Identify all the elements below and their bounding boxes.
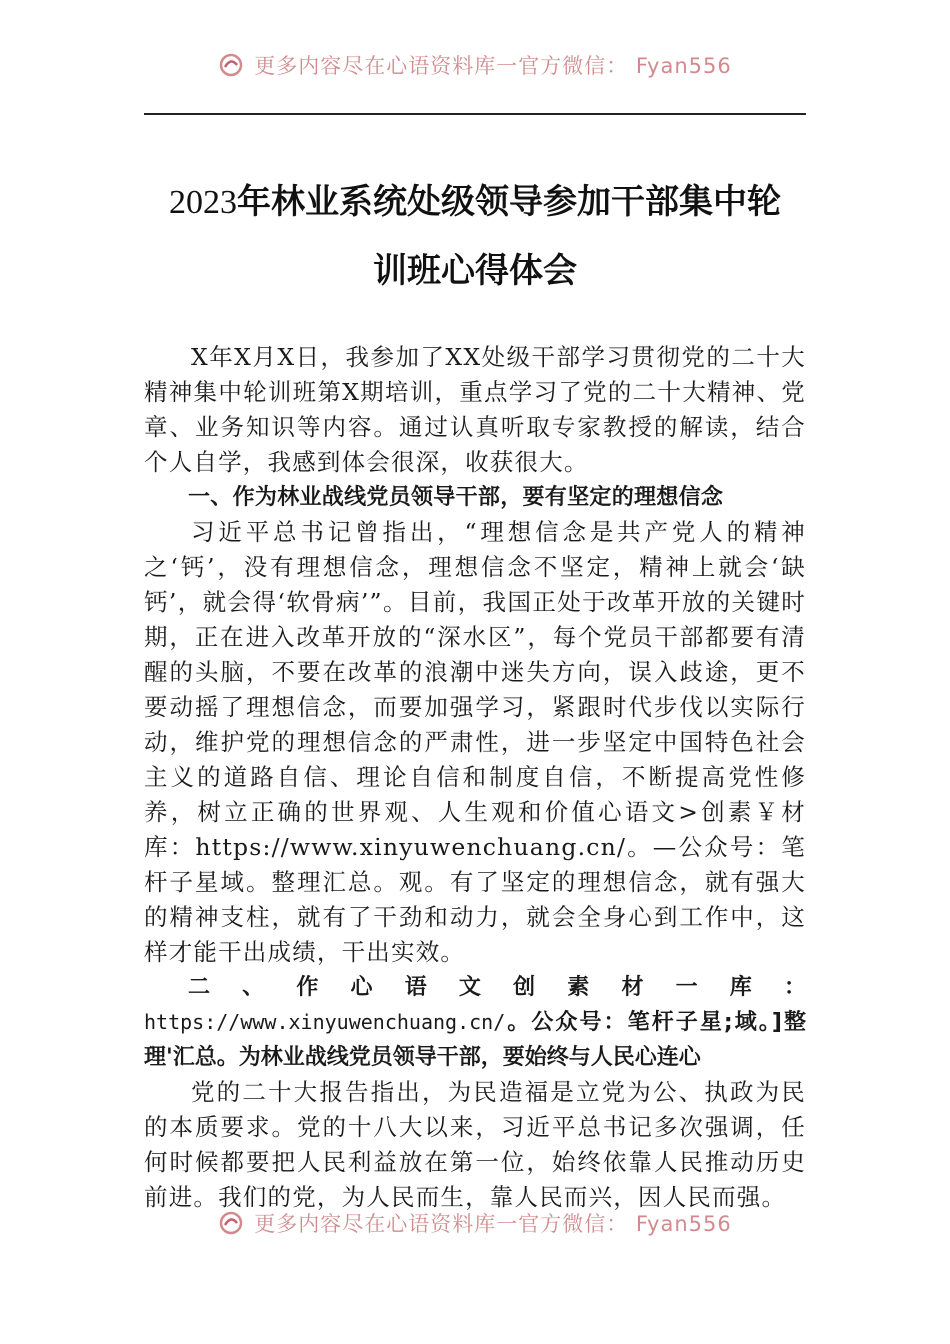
section-heading-2-url: https://www.xinyuwenchuang.cn/	[144, 1010, 506, 1034]
title-line-2: 训班心得体会	[373, 251, 577, 291]
header-watermark-text: 更多内容尽在心语资料库一官方微信： Fyan556	[254, 54, 732, 78]
footer-watermark-text: 更多内容尽在心语资料库一官方微信： Fyan556	[254, 1212, 732, 1236]
header-watermark	[218, 50, 732, 80]
section-1-paragraph: 习近平总书记曾指出，“理想信念是共产党人的精神之‘钙’，没有理想信念，理想信念不坚定，精神上就会‘缺钙’，就会得‘软骨病’”。目前，我国正处于改革开放的关键时期，正在进入改革开放的“深水区”，每个党员干部都要有清醒的头脑，不要在改革的浪潮中迷失方向，误入歧途，更不要动摇了理想信念，而要加强学习，紧跟时代步伐以实际行动，维护党的理想信念的严肃性，进一步坚定中国特色社会主义的道路自信、理论自信和制度自信，不断提高党性修养，树立正确的世界观、人生观和价值心语文>创素￥材库：https://www.xinyuwenchuang.cn/。—公众号：笔杆子星域。整理汇总。观。有了坚定的理想信念，就有强大的精神支柱，就有了干劲和动力，就会全身心到工作中，这样才能干出成绩，干出实效。	[144, 518, 806, 966]
brand-logo-icon	[218, 52, 244, 78]
document-title	[144, 168, 806, 305]
title-line-1-text: 年林业系统处级领导参加干部集中轮	[237, 182, 781, 222]
section-heading-2-rest: 。公众号：笔杆子星;域。]整理'汇总。为林业战线党员领导干部，要始终与人民心连心	[144, 1010, 806, 1070]
section-heading-2	[144, 970, 806, 1075]
section-heading-1: 一、作为林业战线党员领导干部，要有坚定的理想信念	[188, 485, 724, 510]
brand-logo-icon	[218, 1210, 244, 1236]
section-2-paragraph: 党的二十大报告指出，为民造福是立党为公、执政为民的本质要求。党的十八大以来，习近平总书记多次强调，任何时候都要把人民利益放在第一位，始终依靠人民推动历史前进。我们的党，为人民而生，靠人民而兴，因人民而强。	[144, 1078, 806, 1211]
document-body	[144, 340, 806, 1215]
page-footer	[0, 1208, 950, 1240]
footer-watermark	[218, 1208, 732, 1238]
section-heading-2-prefix: 二、作心语文创素材一库：	[188, 975, 806, 1000]
title-line-1	[144, 168, 806, 237]
header-divider	[144, 113, 806, 115]
title-year: 2023	[169, 184, 237, 221]
intro-paragraph: X年X月X日，我参加了XX处级干部学习贯彻党的二十大精神集中轮训班第X期培训，重点学习了党的二十大精神、党章、业务知识等内容。通过认真听取专家教授的解读，结合个人自学，我感到体会很深，收获很大。	[144, 343, 806, 476]
page-header	[0, 50, 950, 90]
